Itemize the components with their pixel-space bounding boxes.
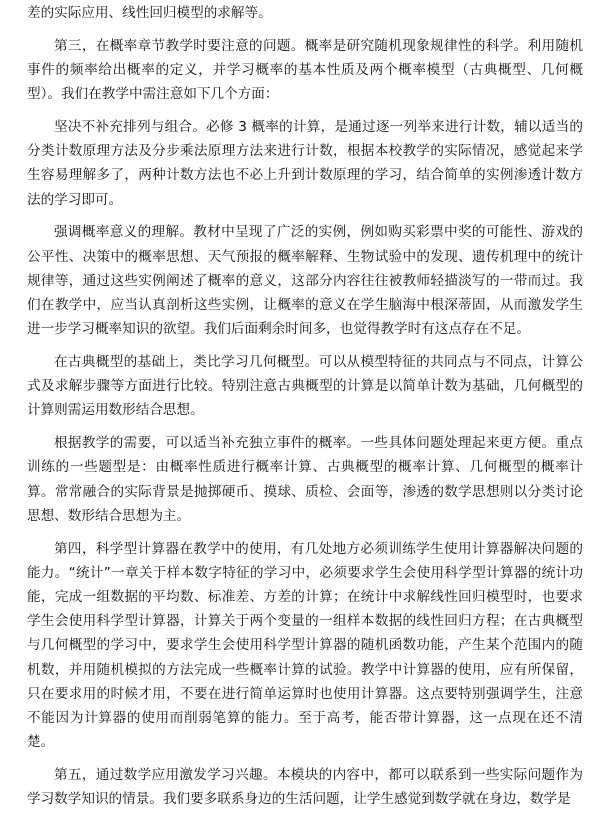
- paragraph-counting-methods: 坚决不补充排列与组合。必修 3 概率的计算，是通过逐一列举来进行计数，辅以适当的分类计数原理方法及分步乘法原理方法来进行计数，根据本校教学的实际情况，感觉起来学生容易理解多了，两种计数方法也不必上升到计数原理的学习，结合简单的实例渗透计数方法的学习即可。: [27, 119, 583, 208]
- paragraph-probability-topic: 第三，在概率章节教学时要注意的问题。概率是研究随机现象规律性的科学。利用随机事件的频率给出概率的定义，并学习概率的基本性质及两个概率模型（古典概型、几何概型）。我们在教学中需注意如下几个方面：: [27, 37, 583, 103]
- paragraph-geometric-model: 在古典概型的基础上，类比学习几何概型。可以从模型特征的共同点与不同点，计算公式及求解步骤等方面进行比较。特别注意古典概型的计算是以简单计数为基础，几何概型的计算则需运用数形结合思想。: [27, 354, 583, 419]
- paragraph-math-application: 第五，通过数学应用激发学习兴趣。本模块的内容中，都可以联系到一些实际问题作为学习数学知识的情景。我们要多联系身边的生活问题，让学生感觉到数学就在身边，数学是: [27, 767, 583, 808]
- paragraph-continuation: 差的实际应用、线性回归模型的求解等。: [27, 5, 272, 21]
- paragraph-calculator-use: 第四，科学型计算器在教学中的使用，有几处地方必须训练学生使用计算器解决问题的能力。“统计”一章关于样本数字特征的学习中，必须要求学生会使用科学型计算器的统计功能，完成一组数据的平均数、标准差、方差的计算；在统计中求解线性回归模型时，也要求学生会使用科学型计算器，计算关于两个变量的一组样本数据的线性回归方程；在古典概型与几何概型的学习中，要求学生会使用科学型计算器的随机函数功能，产生某个范围内的随机数，并用随机模拟的方法完成一些概率计算的试验。教学中计算器的使用，应有所保留，只在要求用的时候才用，不要在进行简单运算时也使用计算器。这点要特别强调学生，注意不能因为计算器的使用而削弱笔算的能力。至于高考，能否带计算器，这一点现在还不清楚。: [27, 540, 583, 751]
- document-body: [27, 1, 583, 820]
- paragraph-probability-meaning: 强调概率意义的理解。教材中呈现了广泛的实例，例如购买彩票中奖的可能性、游戏的公平性、决策中的概率思想、天气预报的概率解释、生物试验中的发现、遗传机理中的统计规律等，通过这些实例阐述了概率的意义，这部分内容往往被教师轻描淡写的一带而过。我们在教学中，应当认真剖析这些实例，让概率的意义在学生脑海中根深蒂固，从而激发学生进一步学习概率知识的欲望。我们后面剩余时间多，也觉得教学时有这点存在不足。: [27, 224, 583, 338]
- paragraph-independent-events: 根据教学的需要，可以适当补充独立事件的概率。一些具体问题处理起来更方便。重点训练的一些题型是：由概率性质进行概率计算、古典概型的概率计算、几何概型的概率计算。常常融合的实际背景是抛掷硬币、摸球、质检、会面等，渗透的数学思想则以分类讨论思想、数形结合思想为主。: [27, 435, 583, 524]
